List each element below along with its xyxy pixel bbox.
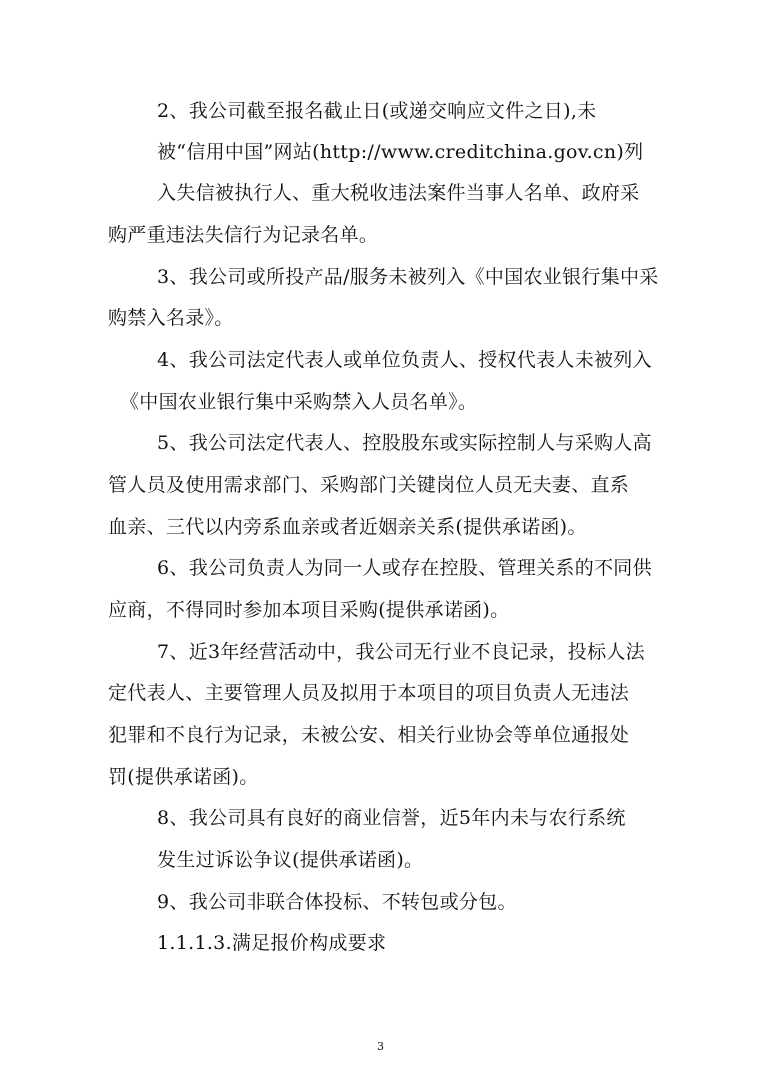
text-line: 7、近3年经营活动中，我公司无行业不良记录，投标人法	[157, 641, 645, 663]
text-line: 5、我公司法定代表人、控股股东或实际控制人与采购人高	[157, 432, 652, 454]
text-line: 购禁入名录》。	[108, 307, 234, 329]
text-line: 3、我公司或所投产品/服务未被列入《中国农业银行集中采	[157, 266, 659, 288]
text-line: 《中国农业银行集中采购禁入人员名单》。	[120, 391, 478, 413]
text-line: 罚(提供承诺函)。	[108, 766, 259, 788]
text-line: 犯罪和不良行为记录，未被公安、相关行业协会等单位通报处	[108, 724, 630, 746]
page-number: 3	[377, 1040, 384, 1053]
text-line: 入失信被执行人、重大税收违法案件当事人名单、政府采	[157, 182, 640, 204]
text-line: 9、我公司非联合体投标、不转包或分包。	[157, 891, 517, 913]
text-line: 应商，不得同时参加本项目采购(提供承诺函)。	[108, 599, 510, 621]
section-heading: 1.1.1.3.满足报价构成要求	[157, 932, 387, 954]
text-line: 发生过诉讼争议(提供承诺函)。	[157, 849, 424, 871]
text-line: 2、我公司截至报名截止日(或递交响应文件之日),未	[157, 100, 597, 122]
text-line: 被“信用中国”网站(http://www.creditchina.gov.cn)列	[157, 141, 644, 163]
text-line: 管人员及使用需求部门、采购部门关键岗位人员无夫妻、直系	[108, 474, 630, 496]
text-line: 8、我公司具有良好的商业信誉，近5年内未与农行系统	[157, 807, 626, 829]
text-line: 定代表人、主要管理人员及拟用于本项目的项目负责人无违法	[108, 682, 630, 704]
text-line: 购严重违法失信行为记录名单。	[108, 224, 379, 246]
text-line: 4、我公司法定代表人或单位负责人、授权代表人未被列入	[157, 349, 652, 371]
text-line: 血亲、三代以内旁系血亲或者近姻亲关系(提供承诺函)。	[108, 516, 587, 538]
text-line: 6、我公司负责人为同一人或存在控股、管理关系的不同供	[157, 557, 652, 579]
